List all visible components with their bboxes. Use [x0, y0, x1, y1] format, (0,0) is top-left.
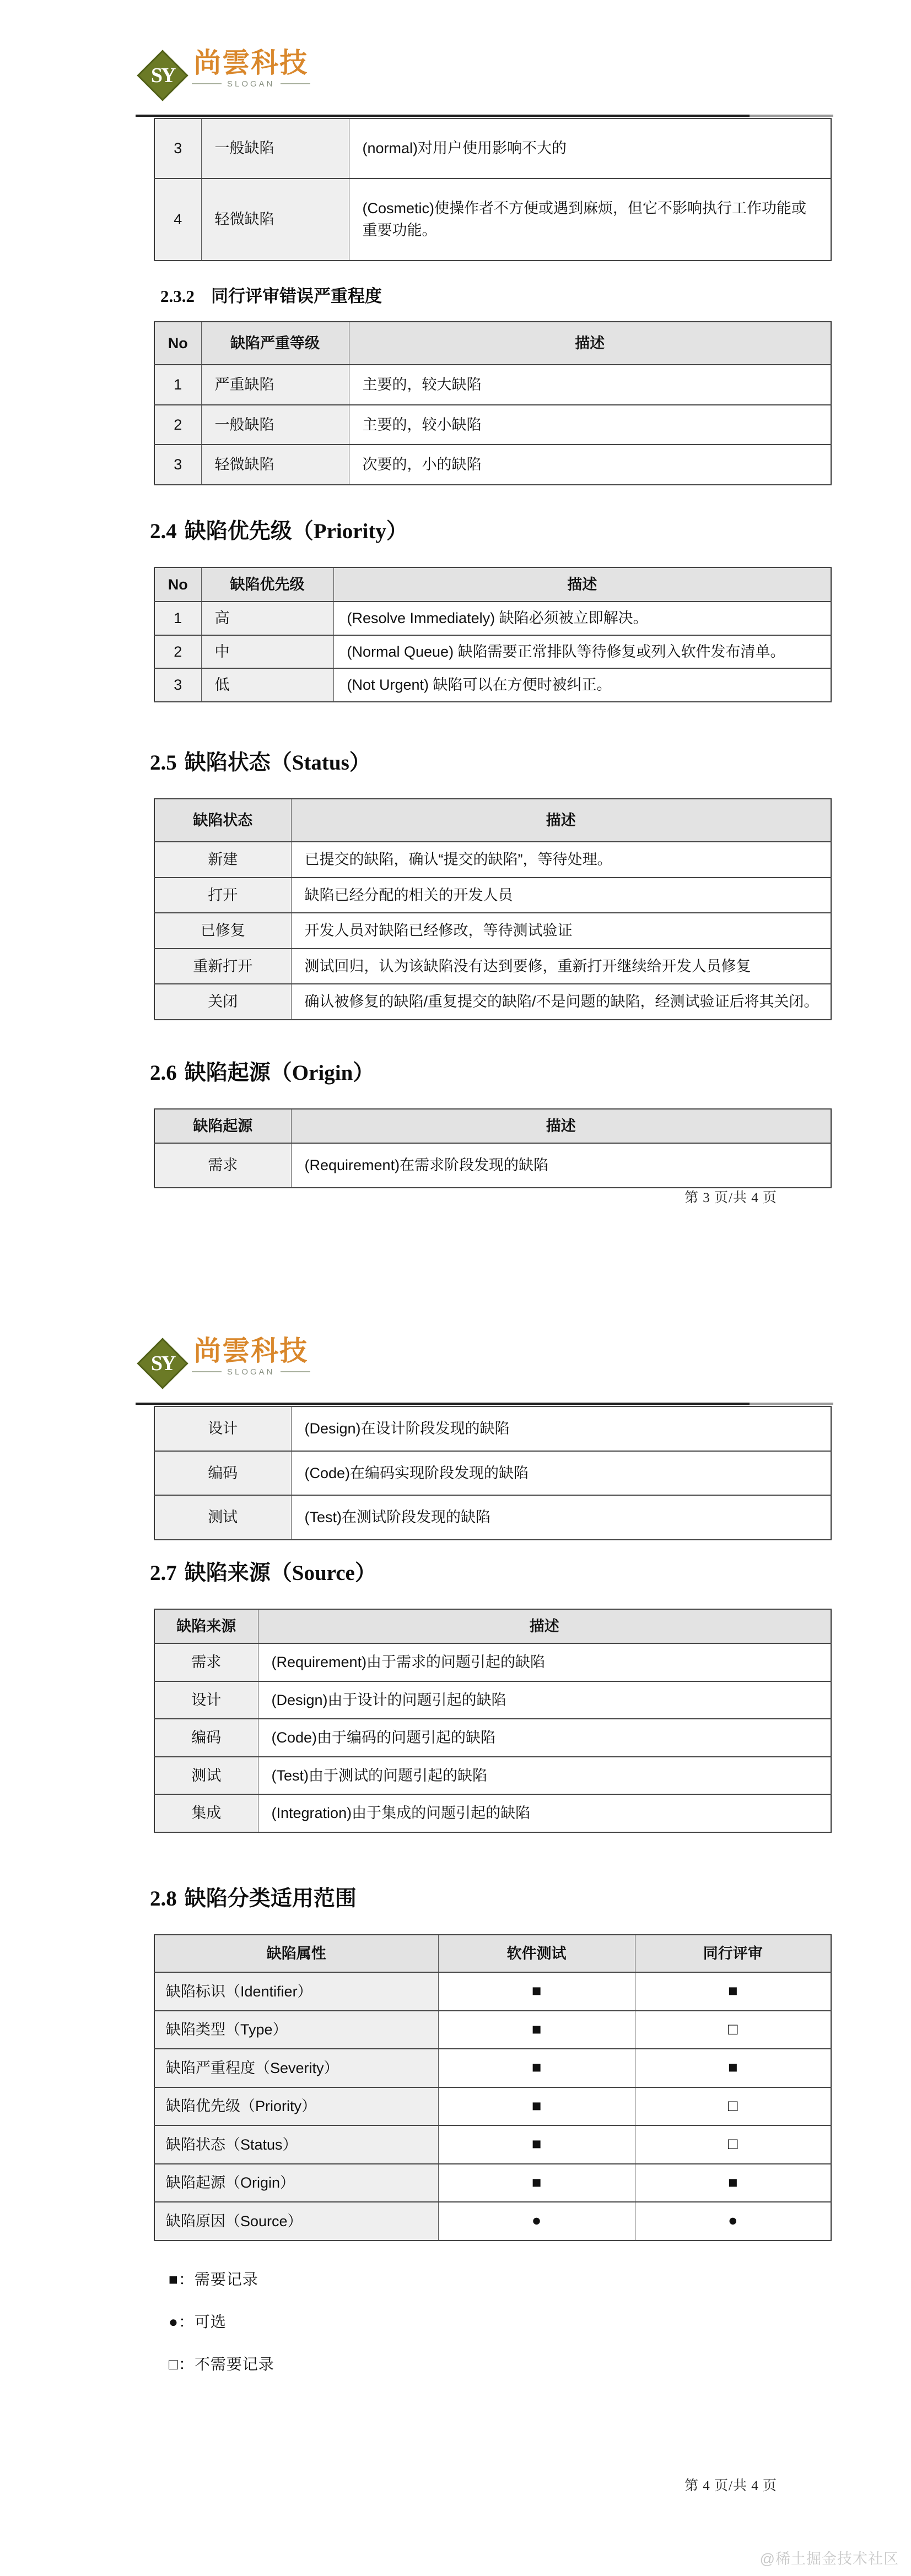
row-desc: (Test)在测试阶段发现的缺陷	[291, 1495, 831, 1540]
table-row	[154, 1406, 831, 1451]
row-attribute: 缺陷标识（Identifier）	[154, 1972, 438, 2011]
table-header-row	[154, 1609, 831, 1644]
section-heading-2-7	[150, 1556, 833, 1587]
section-heading-2-5	[150, 745, 833, 776]
row-status: 打开	[154, 878, 291, 913]
logo-diamond-icon	[137, 50, 188, 101]
table-row	[154, 1972, 831, 2011]
logo-monogram: SY	[150, 1351, 175, 1375]
table-row	[154, 1681, 831, 1719]
row-origin: 测试	[154, 1495, 291, 1540]
severity-row-name: 轻微缺陷	[201, 178, 349, 261]
row-desc: 次要的，小的缺陷	[349, 445, 831, 485]
peer-review-severity-table	[154, 321, 832, 485]
heading-number: 2.7	[150, 1561, 177, 1585]
row-attribute: 缺陷原因（Source）	[154, 2202, 438, 2241]
row-attribute: 缺陷起源（Origin）	[154, 2164, 438, 2202]
row-attribute: 缺陷严重程度（Severity）	[154, 2049, 438, 2087]
row-no: 2	[154, 405, 201, 445]
row-desc: (Requirement)由于需求的问题引起的缺陷	[258, 1643, 831, 1681]
severity-row-no: 3	[154, 118, 201, 178]
logo-slogan	[192, 79, 310, 89]
logo-slogan-text: SLOGAN	[227, 1367, 275, 1377]
row-desc: (Test)由于测试的问题引起的缺陷	[258, 1757, 831, 1795]
sw-testing-marker: ■	[438, 2011, 635, 2049]
table-row	[154, 1451, 831, 1496]
peer-review-marker: □	[635, 2087, 831, 2126]
severity-row-desc: (normal)对用户使用影响不大的	[349, 118, 831, 178]
row-name: 严重缺陷	[201, 365, 349, 405]
col-header-desc: 描述	[258, 1609, 831, 1644]
company-logo-block	[136, 0, 833, 117]
logo-text	[192, 1336, 310, 1377]
sw-testing-marker: ■	[438, 2049, 635, 2087]
col-header-attribute: 缺陷属性	[154, 1935, 438, 1973]
row-desc: (Code)在编码实现阶段发现的缺陷	[291, 1451, 831, 1496]
table-header-row	[154, 567, 831, 602]
peer-review-marker: ■	[635, 1972, 831, 2011]
col-header-source: 缺陷来源	[154, 1609, 258, 1644]
table-row	[154, 984, 831, 1020]
heading-number: 2.5	[150, 750, 177, 775]
heading-text: 同行评审错误严重程度	[211, 286, 382, 306]
peer-review-marker: ■	[635, 2164, 831, 2202]
logo-monogram: SY	[150, 63, 175, 87]
peer-review-marker: ●	[635, 2202, 831, 2241]
col-header-peer-review: 同行评审	[635, 1935, 831, 1973]
company-logo	[137, 1336, 833, 1398]
row-source: 测试	[154, 1757, 258, 1795]
row-desc: (Not Urgent) 缺陷可以在方便时被纠正。	[333, 668, 831, 702]
table-row	[154, 365, 831, 405]
heading-text: 缺陷分类适用范围	[184, 1886, 357, 1911]
heading-number: 2.8	[150, 1886, 177, 1911]
row-desc: 测试回归，认为该缺陷没有达到要修，重新打开继续给开发人员修复	[291, 949, 831, 984]
table-row	[154, 405, 831, 445]
col-header-desc: 描述	[291, 1109, 831, 1144]
row-attribute: 缺陷状态（Status）	[154, 2125, 438, 2164]
row-no: 3	[154, 668, 201, 702]
row-desc: (Integration)由于集成的问题引起的缺陷	[258, 1794, 831, 1832]
row-source: 集成	[154, 1794, 258, 1832]
row-attribute: 缺陷类型（Type）	[154, 2011, 438, 2049]
peer-review-marker: □	[635, 2011, 831, 2049]
company-logo	[137, 48, 833, 110]
table-row	[154, 842, 831, 878]
source-table	[154, 1609, 832, 1833]
row-name: 中	[201, 635, 333, 669]
severity-row-desc: (Cosmetic)使操作者不方便或遇到麻烦，但它不影响执行工作功能或重要功能。	[349, 178, 831, 261]
priority-table	[154, 567, 832, 702]
row-status: 新建	[154, 842, 291, 878]
heading-number: 2.3.2	[160, 286, 195, 306]
table-row	[154, 1643, 831, 1681]
row-desc: 缺陷已经分配的相关的开发人员	[291, 878, 831, 913]
row-desc: (Design)在设计阶段发现的缺陷	[291, 1406, 831, 1451]
sw-testing-marker: ■	[438, 1972, 635, 2011]
row-origin: 编码	[154, 1451, 291, 1496]
row-desc: 主要的，较大缺陷	[349, 365, 831, 405]
table-row	[154, 635, 831, 669]
page-footer: 第 4 页/共 4 页	[684, 2478, 777, 2493]
col-header-origin: 缺陷起源	[154, 1109, 291, 1144]
section-heading-2-3-2	[160, 282, 833, 307]
table-row	[154, 1143, 831, 1188]
col-header-sw-testing: 软件测试	[438, 1935, 635, 1973]
table-row	[154, 1794, 831, 1832]
status-table	[154, 798, 832, 1020]
section-heading-2-8	[150, 1881, 833, 1912]
peer-review-marker: □	[635, 2125, 831, 2164]
table-row	[154, 913, 831, 949]
row-attribute: 缺陷优先级（Priority）	[154, 2087, 438, 2126]
logo-text	[192, 48, 310, 89]
col-header-desc: 描述	[333, 567, 831, 602]
table-header-row	[154, 1109, 831, 1144]
col-header-no: No	[154, 322, 201, 365]
table-row	[154, 878, 831, 913]
document-page-4	[0, 1288, 911, 2576]
logo-diamond-icon	[137, 1338, 188, 1389]
row-status: 关闭	[154, 984, 291, 1020]
logo-slogan-text: SLOGAN	[227, 79, 275, 89]
table-row	[154, 2049, 831, 2087]
row-status: 重新打开	[154, 949, 291, 984]
row-source: 需求	[154, 1643, 258, 1681]
classification-scope-table	[154, 1934, 832, 2241]
origin-table-continued	[154, 1406, 832, 1540]
table-row	[154, 178, 831, 261]
row-desc: 主要的，较小缺陷	[349, 405, 831, 445]
row-desc: (Code)由于编码的问题引起的缺陷	[258, 1719, 831, 1757]
row-desc: (Design)由于设计的问题引起的缺陷	[258, 1681, 831, 1719]
severity-row-name: 一般缺陷	[201, 118, 349, 178]
legend	[169, 2267, 833, 2374]
row-no: 1	[154, 602, 201, 635]
sw-testing-marker: ■	[438, 2087, 635, 2126]
logo-brand-name: 尚雲科技	[193, 47, 309, 78]
row-status: 已修复	[154, 913, 291, 949]
slogan-line-left	[192, 1371, 222, 1372]
row-name: 一般缺陷	[201, 405, 349, 445]
section-heading-2-4	[150, 514, 833, 545]
table-row	[154, 1495, 831, 1540]
page-3-content	[136, 0, 833, 1188]
heading-text: 缺陷优先级（Priority）	[184, 519, 408, 543]
table-row	[154, 2164, 831, 2202]
sw-testing-marker: ■	[438, 2164, 635, 2202]
severity-row-no: 4	[154, 178, 201, 261]
row-name: 低	[201, 668, 333, 702]
row-desc: (Normal Queue) 缺陷需要正常排队等待修复或列入软件发布清单。	[333, 635, 831, 669]
col-header-desc: 描述	[291, 799, 831, 842]
row-desc: 开发人员对缺陷已经修改，等待测试验证	[291, 913, 831, 949]
peer-review-marker: ■	[635, 2049, 831, 2087]
table-row	[154, 668, 831, 702]
section-heading-2-6	[150, 1056, 833, 1086]
row-origin: 需求	[154, 1143, 291, 1188]
legend-item-optional: ●：可选	[169, 2313, 227, 2330]
table-row	[154, 445, 831, 485]
slogan-line-left	[192, 83, 222, 84]
header-rule	[136, 115, 833, 117]
legend-item-required: ■：需要记录	[169, 2270, 258, 2288]
col-header-no: No	[154, 567, 201, 602]
table-row	[154, 1719, 831, 1757]
table-row	[154, 2202, 831, 2241]
heading-number: 2.4	[150, 519, 177, 543]
row-no: 2	[154, 635, 201, 669]
row-desc: (Resolve Immediately) 缺陷必须被立即解决。	[333, 602, 831, 635]
header-rule	[136, 1403, 833, 1405]
table-row	[154, 2125, 831, 2164]
row-desc: (Requirement)在需求阶段发现的缺陷	[291, 1143, 831, 1188]
slogan-line-right	[281, 1371, 310, 1372]
origin-table	[154, 1108, 832, 1188]
table-row	[154, 2011, 831, 2049]
table-row	[154, 1757, 831, 1795]
row-origin: 设计	[154, 1406, 291, 1451]
page-footer: 第 3 页/共 4 页	[684, 1190, 777, 1205]
col-header-desc: 描述	[349, 322, 831, 365]
heading-number: 2.6	[150, 1060, 177, 1085]
company-logo-block	[136, 1288, 833, 1405]
logo-slogan	[192, 1367, 310, 1377]
table-header-row	[154, 322, 831, 365]
row-no: 3	[154, 445, 201, 485]
heading-text: 缺陷起源（Origin）	[184, 1060, 375, 1085]
col-header-status: 缺陷状态	[154, 799, 291, 842]
sw-testing-marker: ■	[438, 2125, 635, 2164]
row-source: 编码	[154, 1719, 258, 1757]
table-row	[154, 602, 831, 635]
heading-text: 缺陷状态（Status）	[184, 750, 371, 775]
heading-text: 缺陷来源（Source）	[184, 1561, 376, 1585]
table-row	[154, 949, 831, 984]
row-name: 高	[201, 602, 333, 635]
sw-testing-marker: ●	[438, 2202, 635, 2241]
slogan-line-right	[281, 83, 310, 84]
col-header-name: 缺陷优先级	[201, 567, 333, 602]
col-header-name: 缺陷严重等级	[201, 322, 349, 365]
row-no: 1	[154, 365, 201, 405]
table-header-row	[154, 799, 831, 842]
row-desc: 已提交的缺陷，确认“提交的缺陷”，等待处理。	[291, 842, 831, 878]
table-row	[154, 118, 831, 178]
row-name: 轻微缺陷	[201, 445, 349, 485]
row-desc: 确认被修复的缺陷/重复提交的缺陷/不是问题的缺陷，经测试验证后将其关闭。	[291, 984, 831, 1020]
severity-table-continued	[154, 118, 832, 261]
logo-brand-name: 尚雲科技	[193, 1335, 309, 1366]
row-source: 设计	[154, 1681, 258, 1719]
watermark: @稀土掘金技术社区	[759, 2551, 899, 2567]
page-4-content	[136, 1288, 833, 2374]
table-header-row	[154, 1935, 831, 1973]
legend-item-not-required: □：不需要记录	[169, 2355, 274, 2373]
table-row	[154, 2087, 831, 2126]
